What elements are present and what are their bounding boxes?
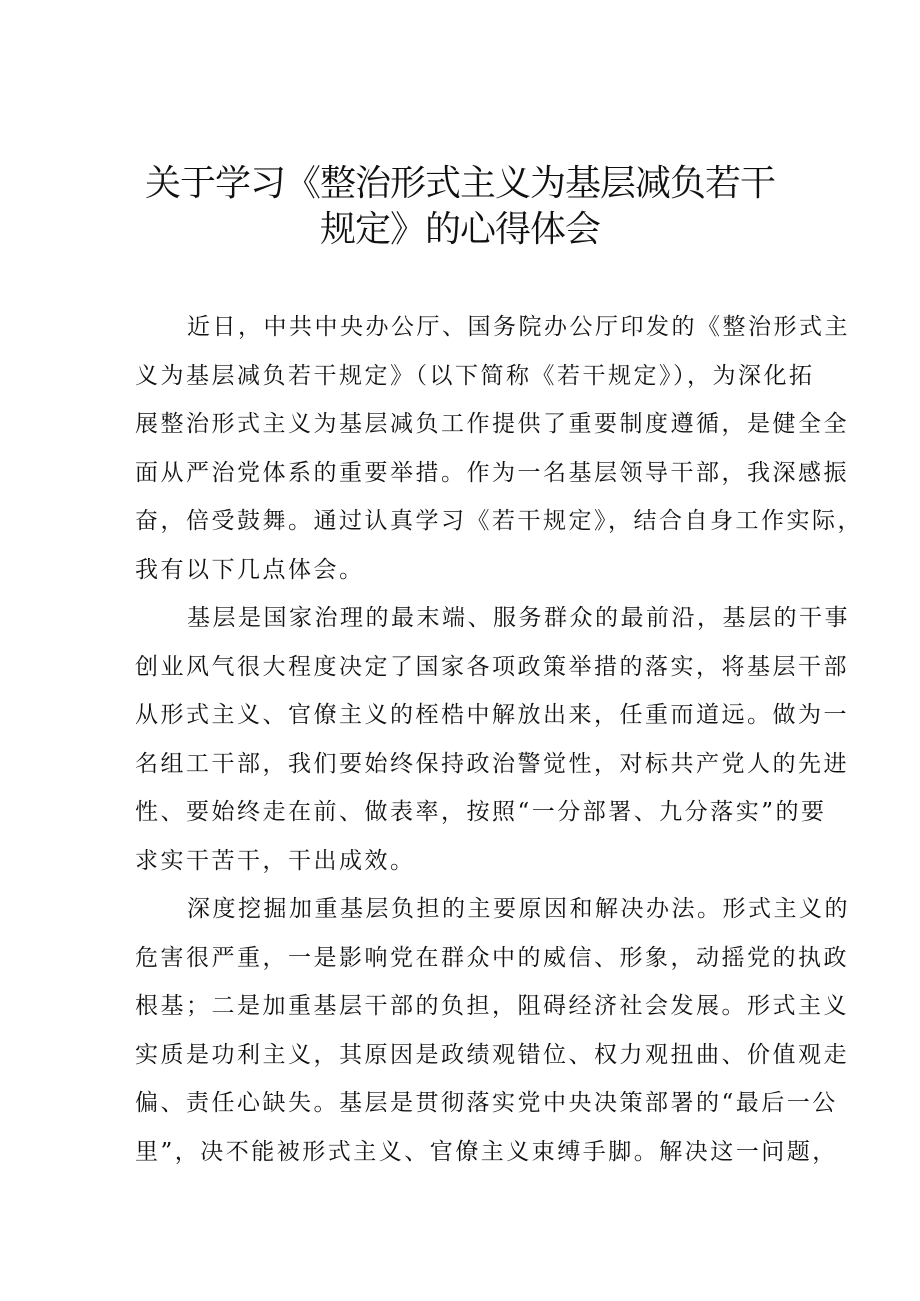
paragraph-1 [135,303,863,594]
paragraph-line: 里”，决不能被形式主义、官僚主义束缚手脚。解决这一问题， [135,1138,838,1165]
paragraph-line: 面从严治党体系的重要举措。作为一名基层领导干部，我深感振 [135,459,849,486]
paragraph-line: 性、要始终走在前、做表率，按照“一分部署、九分落实”的要 [135,799,827,825]
paragraph-line: 深度挖掘加重基层负担的主要原因和解决办法。形式主义的 [187,896,850,922]
paragraph-line: 展整治形式主义为基层减负工作提供了重要制度遵循，是健全全 [135,411,849,437]
paragraph-line: 我有以下几点体会。 [135,556,365,583]
document-title-line-1: 关于学习《整治形式主义为基层减负若干 [144,163,775,204]
paragraph-line: 根基；二是加重基层干部的负担，阻碍经济社会发展。形式主义 [135,993,849,1019]
paragraph-line: 近日，中共中央办公厅、国务院办公厅印发的《整治形式主 [187,314,850,340]
paragraph-line: 实质是功利主义，其原因是政绩观错位、权力观扭曲、价值观走 [135,1041,849,1068]
paragraph-line: 奋，倍受鼓舞。通过认真学习《若干规定》，结合自身工作实际， [135,508,863,534]
paragraph-line: 偏、责任心缺失。基层是贯彻落实党中央决策部署的“最后一公 [135,1090,838,1116]
paragraph-line: 基层是国家治理的最末端、服务群众的最前沿，基层的干事 [187,605,850,631]
paragraph-3 [135,885,850,1176]
document-body [135,303,863,1176]
paragraph-line: 名组工干部，我们要始终保持政治警觉性，对标共产党人的先进 [135,750,849,777]
paragraph-2 [135,594,850,885]
paragraph-line: 求实干苦干，干出成效。 [135,847,416,874]
paragraph-line: 危害很严重，一是影响党在群众中的威信、形象，动摇党的执政 [135,944,849,971]
paragraph-line: 创业风气很大程度决定了国家各项政策举措的落实，将基层干部 [135,653,849,680]
paragraph-line: 义为基层减负若干规定》（以下简称《若干规定》），为深化拓 [135,362,815,389]
paragraph-line: 从形式主义、官僚主义的桎梏中解放出来，任重而道远。做为一 [135,702,849,728]
document-title-line-2: 规定》的心得体会 [319,209,600,250]
